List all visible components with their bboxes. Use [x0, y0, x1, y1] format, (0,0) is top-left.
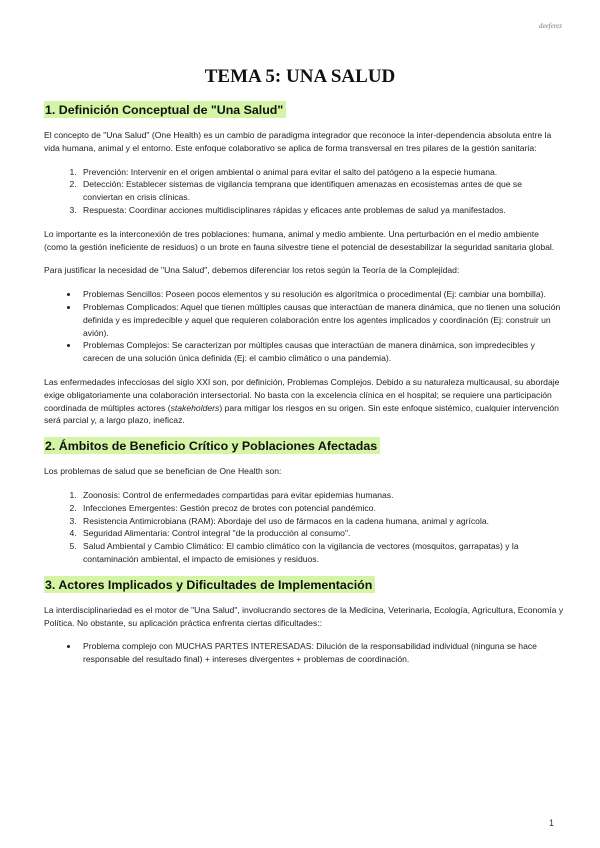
section-1-paragraph-2: Lo importante es la interconexión de tres poblaciones: humana, animal y medio ambiente. Una perturbación en el medio ambiente (como la gestión ineficiente de residuos) o un brote en fauna silvestre tiene el potencial de desestabilizar la seguridad sanitaria global.: [44, 228, 555, 252]
section-1-paragraph-4: [44, 376, 564, 427]
list-item: • Problemas Complejos: Se caracterizan por múltiples causas que interactúan de manera dinámica, son impredecibles y carecen de una solución única definida (Ej: el cambio climático o una pandemia).: [79, 339, 564, 365]
document-body: [44, 102, 564, 677]
list-item: • Problemas Complicados: Aquel que tienen múltiples causas que interactúan de manera dinámica, que no tienen una solución definida y es impredecible y aquel que requieren colaboración entre los agentes implicados y coordinación (Ej: construir un avión).: [79, 301, 564, 339]
difficulties-list: [44, 640, 564, 666]
section-1-heading: [44, 102, 564, 118]
section-3-heading: [44, 577, 564, 593]
list-item: • Problema complejo con MUCHAS PARTES INTERESADAS: Dilución de la responsabilidad individual (ninguna se hace responsable del resultado final) + intereses divergentes + problemas de coordinación.: [79, 640, 564, 666]
list-item: • Problemas Sencillos: Poseen pocos elementos y su resolución es algorítmica o procedimental (Ej: cambiar una bombilla).: [79, 288, 564, 301]
page-number: 1: [548, 818, 554, 828]
problems-list: [44, 288, 564, 365]
section-1-heading-text: 1. Definición Conceptual de "Una Salud": [44, 101, 286, 118]
section-1-intro: El concepto de "Una Salud" (One Health) es un cambio de paradigma integrador que reconoce la inter-dependencia absoluta entre la vida humana, animal y el entorno. Este enfoque colaborativo se aplica de forma transversal en tres pilares de la gestión sanitaria:: [44, 130, 552, 153]
section-2-heading: [44, 438, 564, 454]
list-item: 4. Seguridad Alimentaria: Control integral "de la producción al consumo".: [79, 527, 564, 540]
list-item: 3. Resistencia Antimicrobiana (RAM): Abordaje del uso de fármacos en la cadena humana, animal y agrícola.: [79, 515, 564, 528]
watermark: deeferez: [538, 22, 562, 30]
list-item: 2. Detección: Establecer sistemas de vigilancia temprana que identifiquen amenazas en ecosistemas antes de que se conviertan en crisis clínicas.: [79, 178, 564, 204]
paragraph-4-part-b: ) para mitigar los riesgos en su origen. Sin este enfoque sistémico, cualquier intervención será parcial y, a largo plazo, ineficaz.: [44, 402, 559, 426]
list-item: 5. Salud Ambiental y Cambio Climático: El cambio climático con la vigilancia de vectores (mosquitos, garrapatas) y la contaminación ambiental, el impacto de emisiones y residuos.: [79, 540, 564, 566]
pillars-list: [44, 166, 564, 217]
paragraph-4-part-a: Las enfermedades infecciosas del siglo XXI son, por definición, Problemas Complejos. Debido a su naturaleza multicausal, su abordaje exige obligatoriamente una colaboración intersectorial. No basta con la excelencia clínica en el hospital; se requiere una participación coordinada de múltiples actores (: [44, 376, 560, 413]
section-2-heading-text: 2. Ámbitos de Beneficio Crítico y Poblaciones Afectadas: [44, 437, 380, 454]
stakeholders-term: stakeholders: [170, 402, 220, 413]
list-item: 2. Infecciones Emergentes: Gestión precoz de brotes con potencial pandémico.: [79, 502, 564, 515]
benefits-list: [44, 489, 564, 566]
list-item: 1. Prevención: Intervenir en el origen ambiental o animal para evitar el salto del patógeno a la especie humana.: [79, 166, 564, 179]
section-3-heading-text: 3. Actores Implicados y Dificultades de Implementación: [44, 576, 375, 593]
section-2-intro: Los problemas de salud que se benefician de One Health son:: [44, 466, 282, 477]
page-title: TEMA 5: UNA SALUD: [204, 66, 396, 87]
list-item: 3. Respuesta: Coordinar acciones multidisciplinares rápidas y eficaces ante problemas de salud ya manifestados.: [79, 204, 564, 217]
section-1-paragraph-3: Para justificar la necesidad de "Una Salud", debemos diferenciar los retos según la Teoría de la Complejidad:: [44, 265, 460, 276]
section-3-intro: La interdisciplinariedad es el motor de "Una Salud", involucrando sectores de la Medicina, Veterinaria, Ecología, Agricultura, Economía y Política. No obstante, su aplicación práctica enfrenta ciertas dificultades::: [44, 604, 564, 628]
list-item: 1. Zoonosis: Control de enfermedades compartidas para evitar epidemias humanas.: [79, 489, 564, 502]
